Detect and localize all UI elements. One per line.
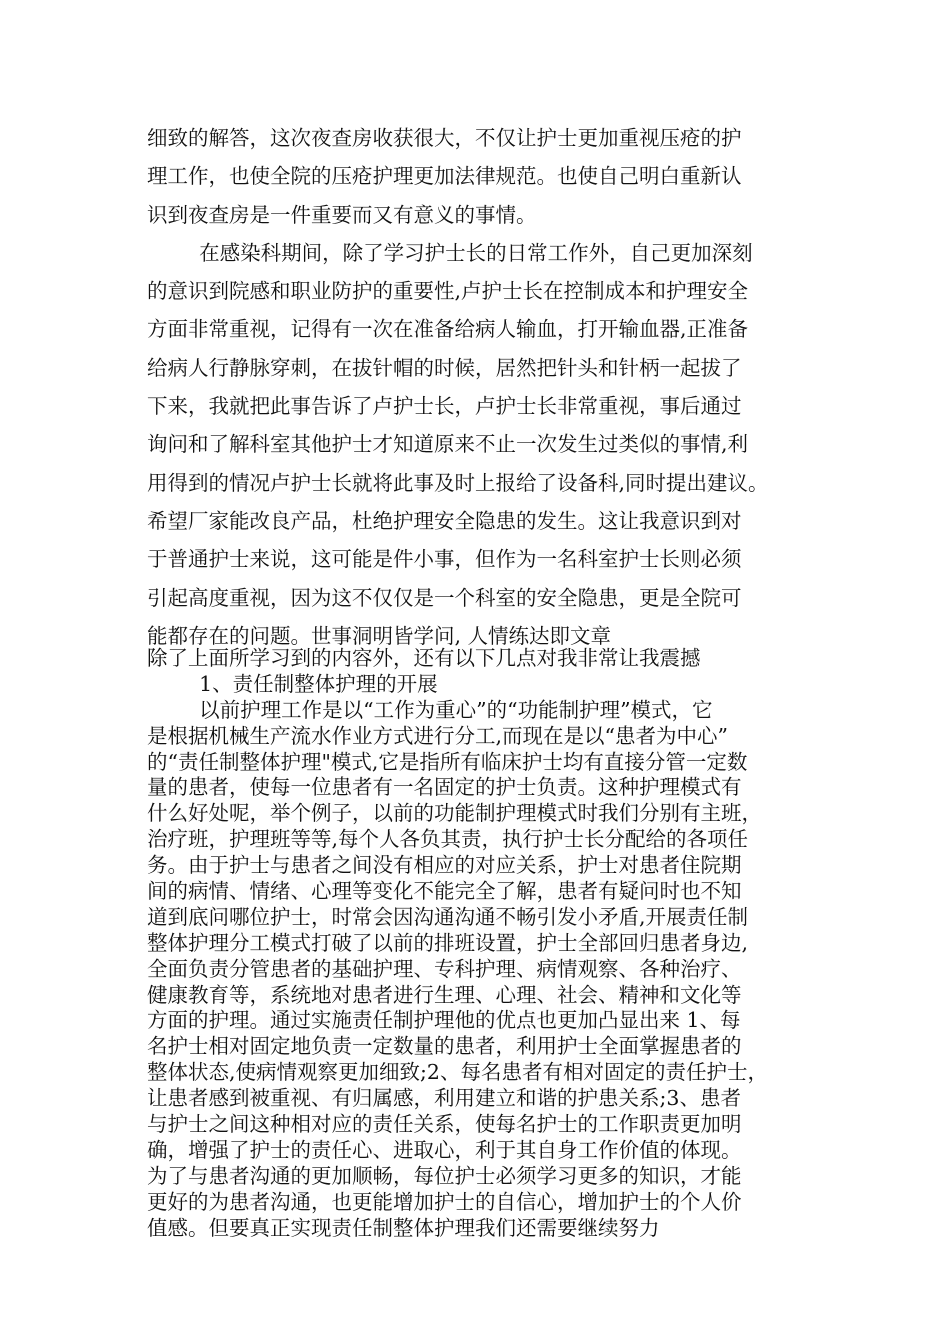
text-line: 的意识到院感和职业防护的重要性,卢护士长在控制成本和护理安全 (147, 279, 749, 304)
text-line: 整体护理分工模式打破了以前的排班设置，护士全部回归患者身边, (147, 930, 749, 955)
text-line: 让患者感到被重视、有归属感，利用建立和谐的护患关系;3、患者 (147, 1086, 741, 1111)
text-line: 于普通护士来说，这可能是件小事，但作为一名科室护士长则必须 (147, 547, 742, 572)
text-line: 与护士之间这种相对应的责任关系，使每名护士的工作职责更加明 (147, 1112, 742, 1137)
text-line: 什么好处呢，举个例子，以前的功能制护理模式时我们分别有主班， (147, 801, 762, 826)
text-line: 1、责任制整体护理的开展 (147, 671, 438, 696)
text-line: 整体状态,使病情观察更加细致;2、每名患者有相对固定的责任护士， (147, 1060, 768, 1085)
text-line: 间的病情、情绪、心理等变化不能完全了解，患者有疑问时也不知 (147, 879, 742, 904)
text-section-night-rounds (147, 119, 807, 655)
text-line: 为了与患者沟通的更加顺畅，每位护士必须学习更多的知识，才能 (147, 1163, 742, 1188)
text-line: 健康教育等，系统地对患者进行生理、心理、社会、精神和文化等 (147, 982, 742, 1007)
text-line: 确，增强了护士的责任心、进取心，利于其自身工作价值的体现。 (147, 1137, 742, 1162)
text-line: 量的患者，使每一位患者有一名固定的护士负责。这种护理模式有 (147, 775, 742, 800)
text-line: 是根据机械生产流水作业方式进行分工,而现在是以“患者为中心” (147, 723, 728, 748)
text-line: 除了上面所学习到的内容外，还有以下几点对我非常让我震撼 (147, 646, 701, 670)
text-line: 全面负责分管患者的基础护理、专科护理、病情观察、各种治疗、 (147, 956, 742, 981)
text-line: 的“责任制整体护理"模式,它是指所有临床护士均有直接分管一定数 (147, 749, 748, 774)
text-line: 下来，我就把此事告诉了卢护士长，卢护士长非常重视，事后通过 (147, 394, 742, 419)
text-line: 值感。但要真正实现责任制整体护理我们还需要继续努力 (147, 1215, 660, 1240)
text-line: 方面的护理。通过实施责任制护理他的优点也更加凸显出来 1、每 (147, 1008, 741, 1033)
text-line: 更好的为患者沟通，也更能增加护士的自信心，增加护士的个人价 (147, 1189, 742, 1214)
text-line: 治疗班，护理班等等,每个人各负其责，执行护士长分配给的各项任 (147, 827, 749, 852)
text-line: 务。由于护士与患者之间没有相应的对应关系，护士对患者住院期 (147, 853, 742, 878)
text-line: 希望厂家能改良产品，杜绝护理安全隐患的发生。这让我意识到对 (147, 508, 742, 533)
text-line: 引起高度重视，因为这不仅仅是一个科室的安全隐患，更是全院可 (147, 585, 742, 610)
text-line: 细致的解答，这次夜查房收获很大，不仅让护士更加重视压疮的护 (147, 126, 742, 150)
text-line: 名护士相对固定地负责一定数量的患者，利用护士全面掌握患者的 (147, 1034, 742, 1059)
text-line: 在感染科期间，除了学习护士长的日常工作外，自己更加深刻 (147, 240, 753, 265)
text-line: 以前护理工作是以“工作为重心”的“功能制护理”模式，它 (147, 697, 713, 722)
text-section-responsibility-nursing (147, 646, 827, 1241)
text-line: 能都存在的问题。世事洞明皆学问, 人情练达即文章 (147, 623, 612, 648)
text-line: 道到底问哪位护士，时常会因沟通沟通不畅引发小矛盾,开展责任制 (147, 904, 749, 929)
text-line: 用得到的情况卢护士长就将此事及时上报给了设备科,同时提出建议。 (147, 470, 769, 495)
text-line: 给病人行静脉穿刺，在拔针帽的时候，居然把针头和针柄一起拔了 (147, 355, 742, 380)
text-line: 方面非常重视，记得有一次在准备给病人输血，打开输血器,正准备 (147, 317, 749, 342)
text-line: 询问和了解科室其他护士才知道原来不止一次发生过类似的事情,利 (147, 432, 749, 457)
text-line: 识到夜查房是一件重要而又有意义的事情。 (147, 202, 537, 227)
text-line: 理工作，也使全院的压疮护理更加法律规范。也使自己明白重新认 (147, 164, 742, 189)
